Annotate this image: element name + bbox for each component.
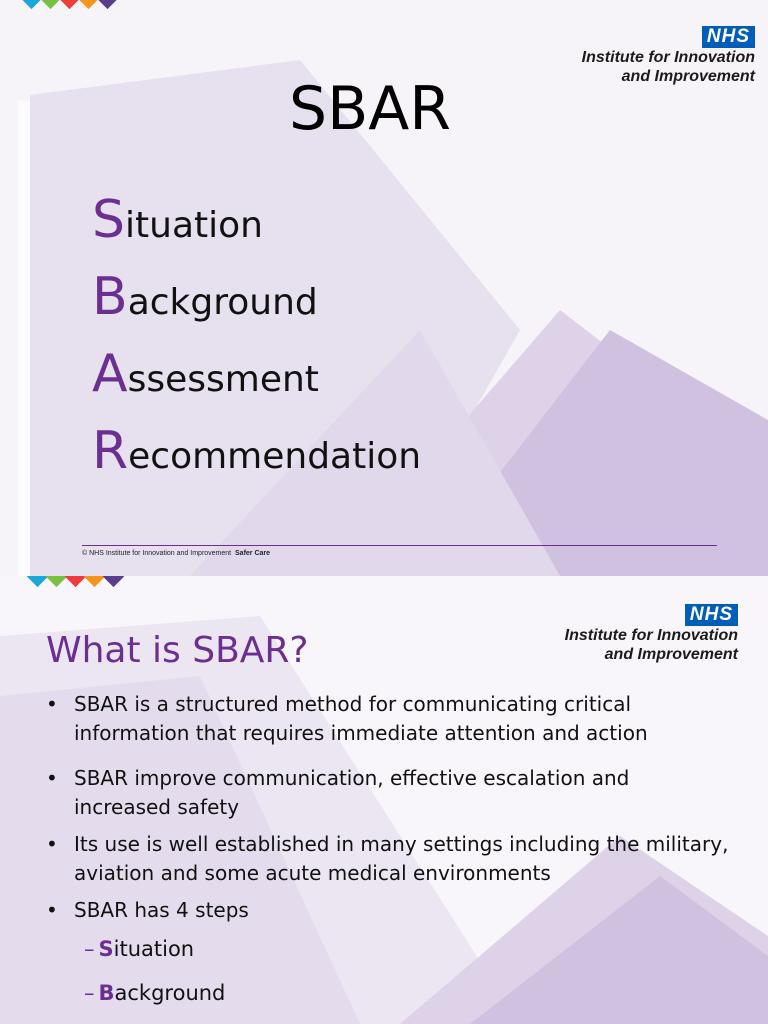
bullet-item xyxy=(46,896,746,925)
acronym-letter: S xyxy=(92,190,126,250)
bullet-text-line2: information that requires immediate attention and action xyxy=(74,721,648,745)
bullet-dot: • xyxy=(46,832,58,856)
acronym-letter: A xyxy=(92,344,128,404)
bullet-item xyxy=(46,764,746,822)
step-letter: B xyxy=(98,981,115,1005)
acronym-situation xyxy=(92,190,263,250)
step-word: ituation xyxy=(113,937,195,961)
acronym-background xyxy=(92,267,318,327)
bullet-text-line1: SBAR has 4 steps xyxy=(74,898,249,922)
slide-footer xyxy=(82,550,270,557)
bullet-text-line2: aviation and some acute medical environments xyxy=(74,861,551,885)
slide2-title: What is SBAR? xyxy=(46,630,309,671)
acronym-word: ecommendation xyxy=(128,436,422,477)
footer-tag: Safer Care xyxy=(235,550,271,557)
step-letter: S xyxy=(98,937,114,961)
acronym-letter: R xyxy=(92,421,129,481)
nhs-logo: NHS xyxy=(702,26,755,48)
acronym-word: ackground xyxy=(127,282,318,323)
bullet-text-line1: SBAR improve communication, effective escalation and xyxy=(74,766,630,790)
step-word: ackground xyxy=(114,981,226,1005)
acronym-word: ituation xyxy=(125,205,263,246)
footer-divider xyxy=(82,545,717,546)
diamond-decoration xyxy=(30,576,121,584)
bullet-dot: • xyxy=(46,898,58,922)
step-situation xyxy=(84,937,194,961)
dash-marker: – xyxy=(84,981,95,1005)
bullet-text-line1: SBAR is a structured method for communicating critical xyxy=(74,692,632,716)
logo-line-1: Institute for Innovation xyxy=(564,627,738,644)
bullet-dot: • xyxy=(46,692,58,716)
acronym-word: ssessment xyxy=(127,359,319,400)
acronym-letter: B xyxy=(92,267,128,327)
logo-line-1: Institute for Innovation xyxy=(581,49,755,66)
bullet-item xyxy=(46,690,746,748)
nhs-logo: NHS xyxy=(685,604,738,626)
logo-line-2: and Improvement xyxy=(621,68,755,85)
slide-title: SBAR xyxy=(289,74,451,144)
dash-marker: – xyxy=(84,937,95,961)
bullet-item xyxy=(46,830,746,888)
bullet-text-line2: increased safety xyxy=(74,795,240,819)
diamond-decoration xyxy=(24,0,115,6)
acronym-assessment xyxy=(92,344,319,404)
nhs-logo-block xyxy=(565,604,738,664)
acronym-recommendation xyxy=(92,421,422,481)
bullet-dot: • xyxy=(46,766,58,790)
logo-line-2: and Improvement xyxy=(604,646,738,663)
bullet-text-line1: Its use is well established in many settings including the military, xyxy=(74,832,729,856)
step-background xyxy=(84,981,225,1005)
footer-copyright: © NHS Institute for Innovation and Improvement xyxy=(82,550,232,557)
